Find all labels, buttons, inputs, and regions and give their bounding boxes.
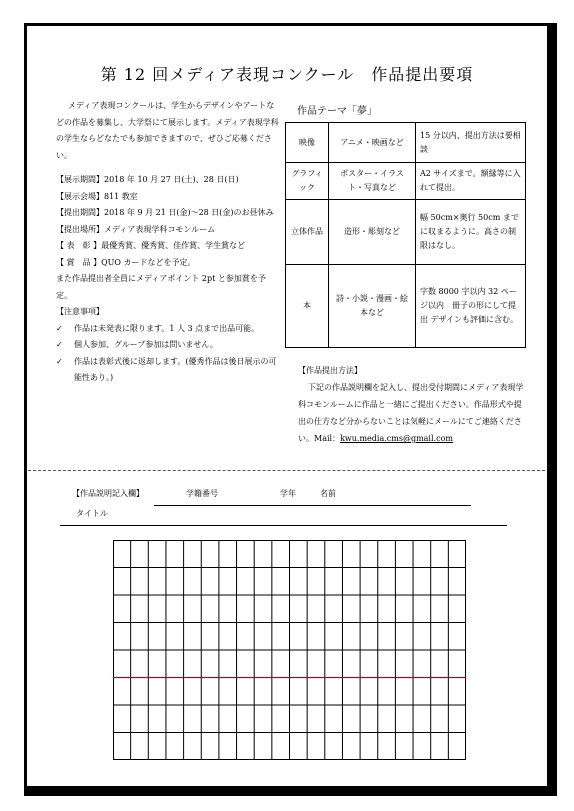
cut-line xyxy=(28,470,545,471)
work-rule: A2 サイズまで。額縁等に入れて提出。 xyxy=(416,163,526,200)
name-label: 名前 xyxy=(320,489,336,498)
intro-text: メディア表現コンクールは、学生からデザインやアートなどの作品を募集し、大学祭にて展示します。メディア表現学科の学生ならどなたでも参加できますので、ぜひご応募ください。 xyxy=(56,101,279,160)
note-item: ✓ 個人参加、グループ参加は問いません。 xyxy=(56,337,281,354)
table-row xyxy=(286,163,526,200)
work-category: 立体作品 xyxy=(286,200,329,265)
work-kind: 造形・彫刻など xyxy=(329,200,416,265)
student-info-line[interactable] xyxy=(154,505,471,506)
submit-body: 下記の作品説明欄を記入し、提出受付期間にメディア表現学科コモンルームに作品と一緒にご提出ください。作品形式や提出の仕方など分からないことは気軽にメールにてご連絡ください。Mail： xyxy=(298,383,524,443)
info-participation: また作品提出者全員にメディアポイント 2pt と参加賞を予定。 xyxy=(56,274,266,300)
notes-title: 【注意事項】 xyxy=(56,307,104,316)
note-item: ✓ 作品は未発表に限ります。1 人 3 点まで出品可能。 xyxy=(56,321,281,338)
work-rule: 幅 50cm×奥行 50cm までに収まるように。高さの制限はなし。 xyxy=(416,200,526,265)
student-number-label: 学籍番号 xyxy=(186,489,218,498)
submit-text xyxy=(298,379,528,447)
work-rule: 15 分以内、提出方法は要相談 xyxy=(416,123,526,163)
work-category: 映像 xyxy=(286,123,329,163)
manuscript-grid-svg[interactable] xyxy=(113,540,466,760)
page-title: 第 12 回メディア表現コンクール 作品提出要項 xyxy=(100,65,474,84)
work-kind: 詩・小説・漫画・絵本など xyxy=(329,265,416,348)
title-line[interactable] xyxy=(60,525,507,526)
mail-link[interactable]: kwu.media.cms@gmail.com xyxy=(340,434,453,443)
info-awards: 【 表 彰 】最優秀賞、優秀賞、佳作賞、学生賞など xyxy=(56,241,246,250)
title-label: タイトル xyxy=(76,509,108,518)
table-row xyxy=(286,123,526,163)
grade-label: 学年 xyxy=(280,489,296,498)
manuscript-grid[interactable] xyxy=(113,540,466,760)
note-item: ✓ 作品は表彰式後に返却します。(優秀作品は後日展示の可能性あり。) xyxy=(56,354,281,387)
form-heading: 【作品説明記入欄】 xyxy=(72,489,144,498)
work-kind: アニメ・映画など xyxy=(329,123,416,163)
info-prizes: 【 賞 品 】QUO カードなどを予定。 xyxy=(56,257,196,267)
work-rule: 字数 8000 字以内 32 ページ以内 冊子の形にして提出 デザインも評価に含む。 xyxy=(416,265,526,348)
table-row xyxy=(286,200,526,265)
submit-title: 【作品提出方法】 xyxy=(298,366,362,375)
work-category: グラフィック xyxy=(286,163,329,200)
overview-section xyxy=(56,98,281,387)
info-submit-period: 【提出期間】2018 年 9 月 21 日(金)～28 日(金)のお昼休み xyxy=(56,208,274,217)
submit-section xyxy=(298,362,528,447)
work-kind: ポスター・イラスト・写真など xyxy=(329,163,416,200)
table-row xyxy=(286,265,526,348)
info-submit-place: 【提出場所】メディア表現学科コモンルーム xyxy=(56,224,216,234)
theme-title: 作品テーマ「夢」 xyxy=(297,106,377,117)
work-category: 本 xyxy=(286,265,329,348)
info-exhibit-period: 【展示期間】2018 年 10 月 27 日(土)、28 日(日) xyxy=(56,175,239,184)
notes-list xyxy=(56,321,281,387)
info-exhibit-venue: 【展示会場】811 教室 xyxy=(56,191,138,201)
works-table xyxy=(285,122,526,348)
